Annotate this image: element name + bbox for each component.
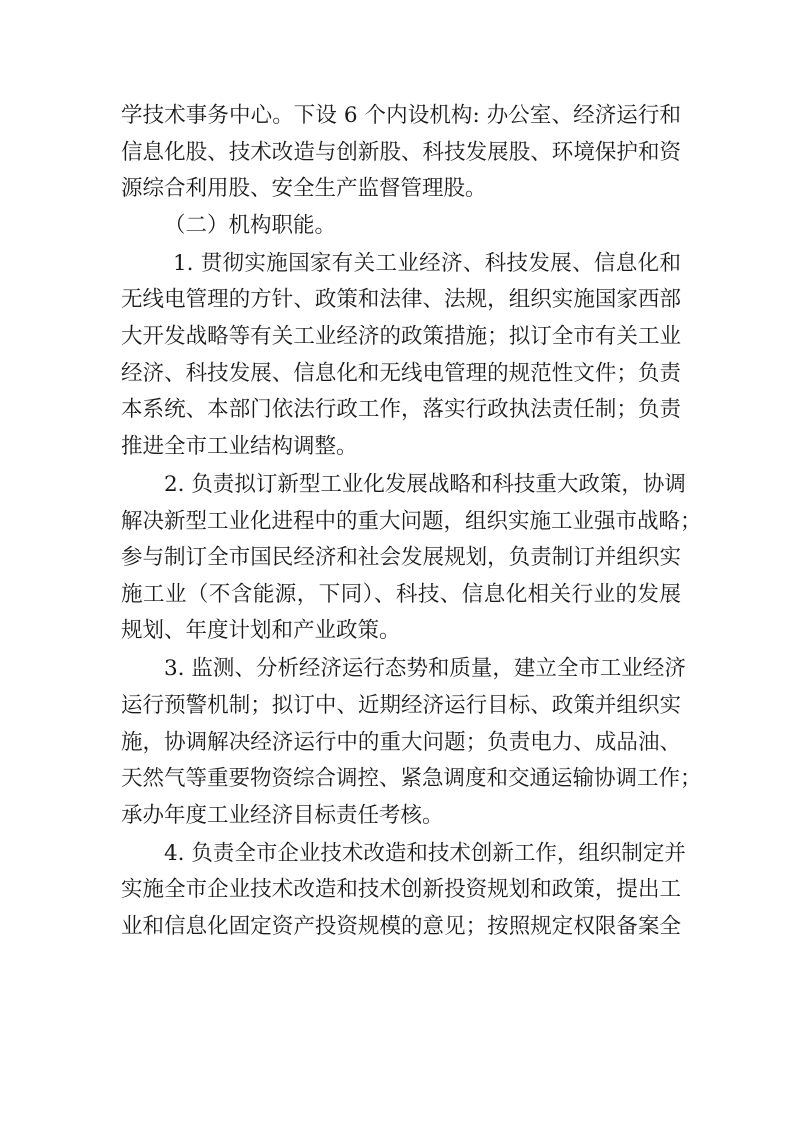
- text-line: 3. 监测、分析经济运行态势和质量，建立全市工业经济: [164, 656, 686, 682]
- text-line: 施，协调解决经济运行中的重大问题；负责电力、成品油、: [121, 729, 681, 755]
- text-line: 规划、年度计划和产业政策。: [121, 618, 401, 644]
- text-line: 承办年度工业经济目标责任考核。: [121, 802, 444, 828]
- text-line: 天然气等重要物资综合调控、紧急调度和交通运输协调工作；: [121, 766, 702, 792]
- text-line: 业和信息化固定资产投资规模的意见；按照规定权限备案全: [121, 914, 681, 940]
- heading-line: （二）机构职能。: [164, 212, 337, 238]
- text-line: 解决新型工业化进程中的重大问题，组织实施工业强市战略；: [121, 508, 702, 534]
- text-line: 1. 贯彻实施国家有关工业经济、科技发展、信息化和: [173, 250, 681, 276]
- text-line: 源综合利用股、安全生产监督管理股。: [121, 176, 487, 202]
- text-line: 大开发战略等有关工业经济的政策措施；拟订全市有关工业: [121, 324, 681, 350]
- text-line: 运行预警机制；拟订中、近期经济运行目标、政策并组织实: [121, 693, 681, 718]
- text-line: 参与制订全市国民经济和社会发展规划，负责制订并组织实: [121, 545, 681, 571]
- paragraph-duty-2: [121, 467, 702, 650]
- paragraph-duty-1: [121, 246, 681, 466]
- text-line: 经济、科技发展、信息化和无线电管理的规范性文件；负责: [121, 360, 681, 386]
- text-line: 信息化股、技术改造与创新股、科技发展股、环境保护和资: [121, 139, 681, 165]
- section-heading: [121, 208, 681, 245]
- paragraph-duty-4: [121, 836, 686, 946]
- text-line: 本系统、本部门依法行政工作，落实行政执法责任制；负责: [121, 397, 681, 423]
- paragraph-intro-continued: [121, 98, 681, 208]
- paragraph-duty-3: [121, 651, 702, 834]
- text-line: 4. 负责全市企业技术改造和技术创新工作，组织制定并: [164, 840, 686, 866]
- text-line: 推进全市工业结构调整。: [121, 433, 358, 459]
- text-line: 实施全市企业技术改造和技术创新投资规划和政策，提出工: [121, 877, 681, 903]
- text-line: 学技术事务中心。下设 6 个内设机构: 办公室、经济运行和: [121, 103, 681, 128]
- text-line: 无线电管理的方针、政策和法律、法规，组织实施国家西部: [121, 287, 681, 313]
- text-line: 施工业（不含能源，下同）、科技、信息化相关行业的发展: [121, 581, 681, 607]
- document-body: [121, 98, 702, 946]
- text-line: 2. 负责拟订新型工业化发展战略和科技重大政策，协调: [164, 471, 686, 497]
